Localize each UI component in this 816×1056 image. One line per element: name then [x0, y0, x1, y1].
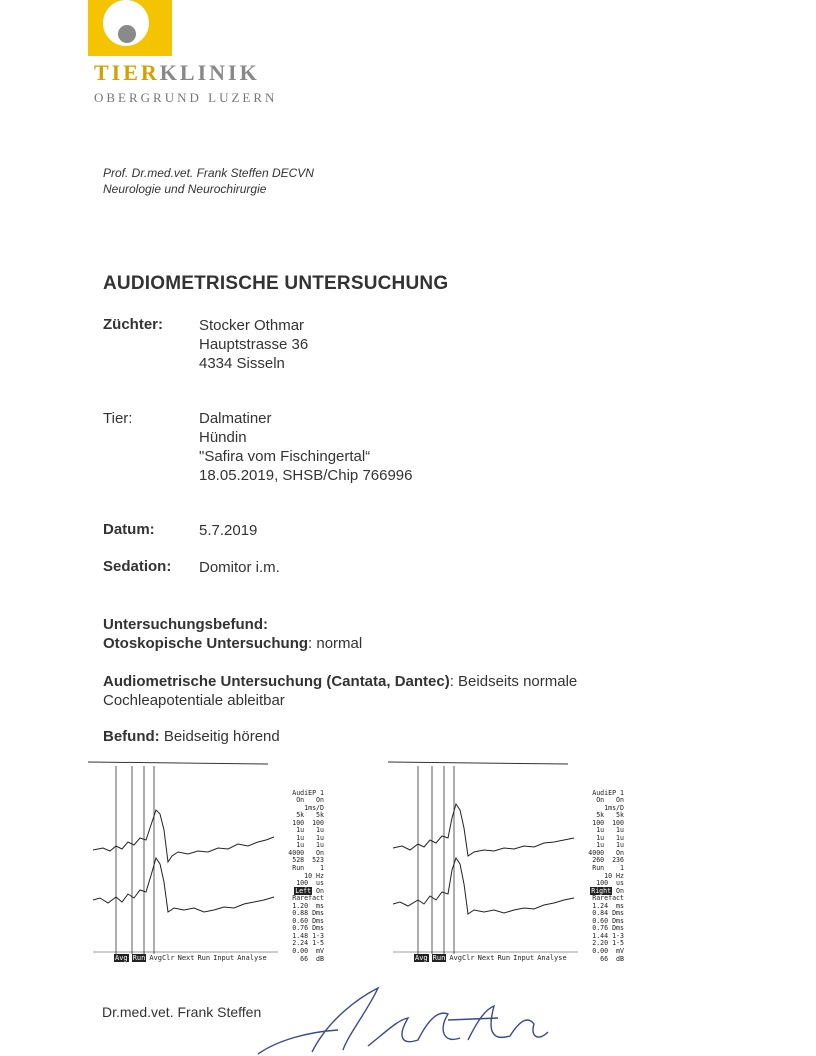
logo-dot-icon — [118, 25, 136, 43]
breeder-city: 4334 Sisseln — [199, 355, 285, 372]
trace-left-menu-run2[interactable]: Run — [197, 954, 211, 962]
clinic-name — [94, 60, 260, 86]
trace-right-wave-upper — [393, 804, 574, 856]
trace-left — [88, 752, 408, 967]
trace-left-menu-next[interactable]: Next — [177, 954, 195, 962]
trace-right-menu — [414, 954, 570, 962]
trace-right-menu-run2[interactable]: Run — [497, 954, 511, 962]
clinic-logo — [88, 0, 172, 56]
trace-right-menu-input[interactable]: Input — [513, 954, 535, 962]
trace-left-menu-analyse[interactable]: Analyse — [237, 954, 267, 962]
breeder-name: Stocker Othmar — [199, 317, 305, 334]
animal-name: "Safira vom Fischingertal“ — [199, 448, 371, 465]
professor-name: Prof. Dr.med.vet. Frank Steffen DECVN — [103, 166, 314, 180]
breeder-street: Hauptstrasse 36 — [199, 336, 309, 353]
result-value: Beidseitig hörend — [159, 728, 280, 745]
otoscopy-label: Otoskopische Untersuchung — [103, 635, 309, 652]
animal-label: Tier: — [103, 410, 133, 427]
animal-sex: Hündin — [199, 429, 247, 446]
sedation-label: Sedation: — [103, 558, 172, 575]
trace-right-wave-lower — [393, 858, 574, 914]
trace-left-wave-upper — [93, 810, 274, 862]
clinic-location: OBERGRUND LUZERN — [94, 90, 278, 105]
audiometry-value: : Beidseits normale — [449, 673, 578, 690]
trace-right-top-rule — [388, 762, 568, 764]
findings-block — [103, 615, 362, 653]
trace-right-params-bottom: Rarefact 1.24 ms 0.84 Dms 0.60 Dms 0.76 Dms 1.44 1-3 2.20 1-5 0.00 mV 66 dB — [592, 894, 624, 963]
clinic-name-klinik: KLINIK — [159, 60, 260, 85]
trace-left-menu-avg[interactable]: Avg — [115, 954, 128, 962]
trace-right-menu-run[interactable]: Run — [432, 954, 446, 962]
audiometry-value-continued: Cochleapotentiale ableitbar — [103, 692, 285, 709]
audiometry-label: Audiometrische Untersuchung (Cantata, Dantec) — [103, 673, 450, 690]
professor-specialty: Neurologie und Neurochirurgie — [103, 182, 267, 196]
trace-left-params — [276, 782, 324, 971]
trace-left-side-state: On — [312, 886, 324, 895]
date-value: 5.7.2019 — [199, 522, 258, 539]
trace-left-wave-lower — [93, 858, 274, 912]
result-block — [103, 727, 280, 746]
trace-right-side-label: Right — [591, 886, 612, 895]
trace-left-top-rule — [88, 762, 268, 764]
breeder-info — [199, 316, 308, 373]
date-label: Datum: — [103, 521, 155, 538]
trace-right-menu-avg[interactable]: Avg — [415, 954, 428, 962]
trace-left-params-top: AudiEP 1 On On 1ms/D 5k 5k 100 100 1u 1u 1u 1u 1u 1u 4000 On 528 523 Run 1 10 Hz 100 us — [288, 788, 324, 888]
signature-stroke — [258, 988, 548, 1054]
findings-heading: Untersuchungsbefund: — [103, 616, 268, 633]
trace-right-menu-next[interactable]: Next — [477, 954, 495, 962]
trace-left-menu-run[interactable]: Run — [132, 954, 146, 962]
trace-left-plot — [88, 752, 408, 967]
trace-right-menu-avgclr[interactable]: AvgClr — [449, 954, 475, 962]
sedation-value: Domitor i.m. — [199, 559, 280, 576]
professor-block — [103, 165, 314, 197]
trace-left-side-label: Left — [295, 886, 312, 895]
signature-name: Dr.med.vet. Frank Steffen — [102, 1004, 262, 1020]
trace-left-params-bottom: Rarefact 1.20 ms 0.88 Dms 0.60 Dms 0.76 Dms 1.48 1-3 2.24 1-5 0.00 mV 66 dB — [292, 894, 324, 963]
breeder-label: Züchter: — [103, 316, 163, 333]
animal-breed: Dalmatiner — [199, 410, 272, 427]
trace-left-menu — [114, 954, 270, 962]
trace-right-params — [576, 782, 624, 971]
trace-right-side-state: On — [612, 886, 624, 895]
handwritten-signature — [248, 980, 588, 1056]
trace-right-menu-analyse[interactable]: Analyse — [537, 954, 567, 962]
otoscopy-value: : normal — [308, 635, 363, 652]
animal-info — [199, 409, 413, 485]
result-label: Befund: — [103, 728, 160, 745]
animal-birth-chip: 18.05.2019, SHSB/Chip 766996 — [199, 467, 413, 484]
trace-right-plot — [388, 752, 708, 967]
trace-right — [388, 752, 708, 967]
clinic-name-tier: TIER — [94, 60, 160, 85]
audiometry-block — [103, 672, 703, 710]
document-title: AUDIOMETRISCHE UNTERSUCHUNG — [103, 273, 449, 294]
trace-left-menu-input[interactable]: Input — [213, 954, 235, 962]
trace-left-menu-avgclr[interactable]: AvgClr — [149, 954, 175, 962]
trace-right-params-top: AudiEP 1 On On 1ms/D 5k 5k 100 100 1u 1u 1u 1u 1u 1u 4000 On 260 236 Run 1 10 Hz 100 us — [588, 788, 624, 888]
